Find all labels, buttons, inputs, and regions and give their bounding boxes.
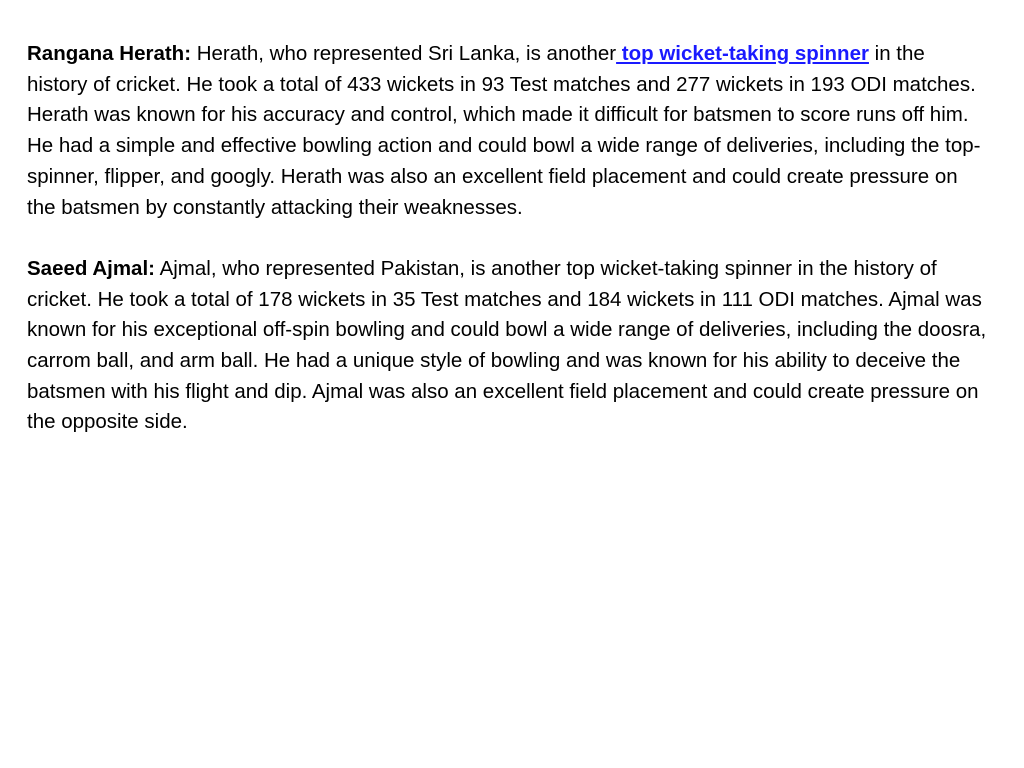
paragraph-saeed-ajmal — [27, 254, 987, 438]
content-text-block — [27, 39, 987, 438]
herath-text-after-link: in the history of cricket. He took a total of 433 wickets in 93 Test matches and 277 wickets in 193 ODI matches. Herath was known for his accuracy and control, which made it difficult for batsmen to score runs off him. He had a simple and effective bowling action and could bowl a wide range of deliveries, including the top-spinner, flipper, and googly. Herath was also an excellent field placement and could create pressure on the batsmen by constantly attacking their weaknesses. — [27, 42, 981, 219]
ajmal-text: Ajmal, who represented Pakistan, is another top wicket-taking spinner in the history of cricket. He took a total of 178 wickets in 35 Test matches and 184 wickets in 111 ODI matches. Ajmal was known for his exceptional off-spin bowling and could bowl a wide range of deliveries, including the doosra, carrom ball, and arm ball. He had a unique style of bowling and was known for his ability to deceive the batsmen with his flight and dip. Ajmal was also an excellent field placement and could create pressure on the opposite side. — [27, 256, 987, 434]
paragraph-rangana-herath — [27, 39, 987, 223]
herath-text-before-link: Herath, who represented Sri Lanka, is another — [191, 42, 617, 65]
top-wicket-taking-spinner-link[interactable]: top wicket-taking spinner — [616, 42, 869, 65]
player-name-ajmal: Saeed Ajmal: — [27, 256, 155, 280]
player-name-herath: Rangana Herath: — [27, 42, 192, 65]
